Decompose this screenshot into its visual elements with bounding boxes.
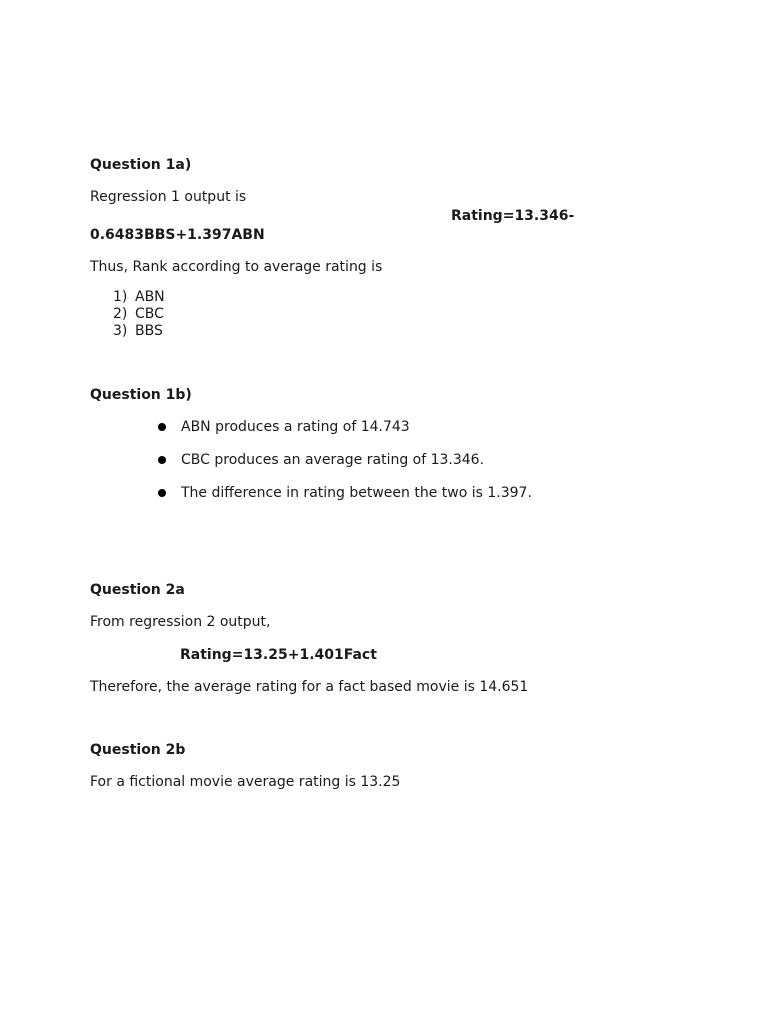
question-2b-heading: Question 2b: [90, 742, 186, 758]
list-item: [113, 306, 165, 323]
fact-based-conclusion: Therefore, the average rating for a fact based movie is 14.651: [90, 679, 529, 695]
regression-2-intro: From regression 2 output,: [90, 614, 271, 630]
bullet-text: The difference in rating between the two is 1.397.: [181, 485, 532, 501]
rank-list: [113, 289, 165, 340]
bullet-dot-icon: [158, 489, 166, 497]
regression-1-intro: Regression 1 output is: [90, 189, 247, 205]
rank-intro: Thus, Rank according to average rating is: [90, 259, 383, 275]
bullet-dot-icon: [158, 423, 166, 431]
regression-1-equation-line1: Rating=13.346-: [451, 208, 575, 224]
bullet-text: CBC produces an average rating of 13.346.: [181, 452, 485, 468]
regression-1-equation-line2: 0.6483BBS+1.397ABN: [90, 227, 265, 243]
question-2a-heading: Question 2a: [90, 582, 185, 598]
list-text: BBS: [135, 323, 163, 339]
list-number: 1): [113, 289, 128, 305]
question-1b-heading: Question 1b): [90, 387, 192, 403]
question-1a-heading: Question 1a): [90, 157, 192, 173]
list-text: CBC: [135, 306, 164, 322]
list-number: 3): [113, 323, 128, 339]
regression-2-equation: Rating=13.25+1.401Fact: [180, 647, 377, 663]
bullet-dot-icon: [158, 456, 166, 464]
list-item: [113, 323, 165, 340]
list-text: ABN: [135, 289, 165, 305]
list-number: 2): [113, 306, 128, 322]
bullet-text: ABN produces a rating of 14.743: [181, 419, 410, 435]
list-item: [113, 289, 165, 306]
fictional-movie-text: For a fictional movie average rating is 13.25: [90, 774, 401, 790]
